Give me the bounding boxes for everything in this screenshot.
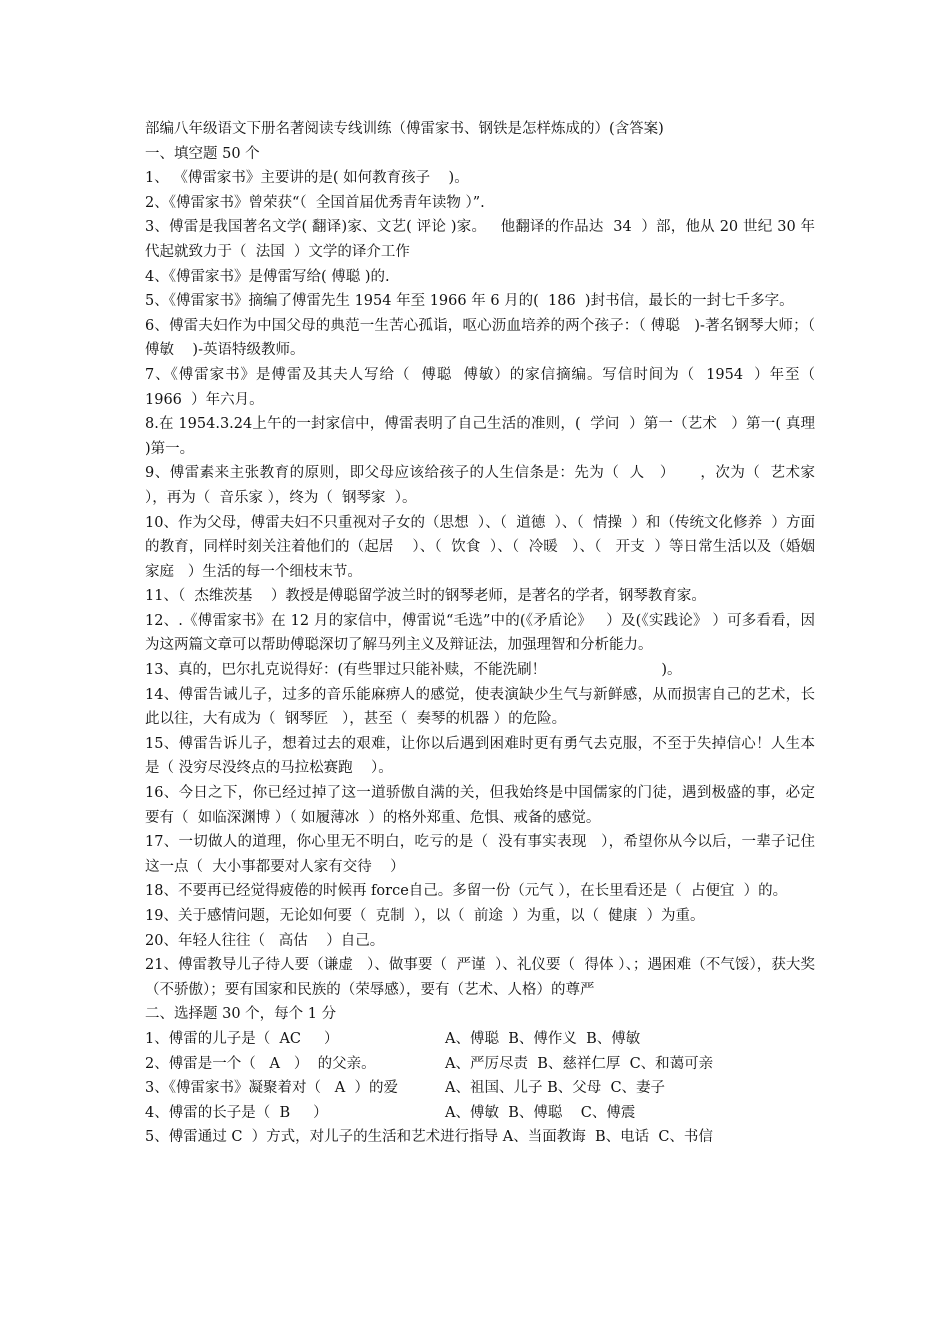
question-11: 11、（ 杰维茨基 ）教授是傅聪留学波兰时的钢琴老师，是著名的学者，钢琴教育家。 <box>145 588 706 605</box>
question-8: 8.在 1954.3.24上午的一封家信中，傅雷表明了自己生活的准则，( 学问 ）第一（艺术 ）第一( 真理 )第一。 <box>145 416 829 457</box>
choice-options: A、祖国、儿子 B、父母 C、妻子 <box>445 1080 666 1097</box>
question-3: 3、傅雷是我国著名文学( 翻译)家、文艺( 评论 )家。 他翻译的作品达 34 ）部，他从 20 世纪 30 年代起就致力于（ 法国 ）文学的译介工作 <box>145 219 815 260</box>
question-1: 1、 《傅雷家书》主要讲的是( 如何教育孩子 )。 <box>145 170 469 187</box>
question-4: 4、《傅雷家书》是傅雷写给( 傅聪 )的. <box>145 268 390 285</box>
question-5: 5、《傅雷家书》摘编了傅雷先生 1954 年至 1966 年 6 月的( 186 )封书信，最长的一封七千多字。 <box>145 293 794 310</box>
question-10: 10、作为父母，傅雷夫妇不只重视对子女的（思想 ）、（ 道德 ）、（ 情操 ）和（传统文化修养 ）方面的教育，同样时刻关注着他们的（起居 ）、（ 饮食 ）、（ 冷暖 ）、（ 开支 ）等日常生活以及（婚姻家庭 ）生活的每一个细枝末节。 <box>145 514 815 580</box>
question-7: 7、《傅雷家书》是傅雷及其夫人写给（ 傅聪 傅敏）的家信摘编。写信时间为（ 1954 ）年至（ 1966 ）年六月。 <box>145 366 829 408</box>
question-21: 21、傅雷教导儿子待人要（谦虚 ）、做事要（ 严谨 ）、礼仪要（ 得体 ）、；遇困难（不气馁），获大奖（不骄傲）；要有国家和民族的（荣辱感），要有（艺术、人格）的尊严 <box>145 957 815 998</box>
choice-question-text: 4、傅雷的长子是（ B ） <box>145 1104 328 1121</box>
question-2: 2、《傅雷家书》曾荣获“（ 全国首届优秀青年读物 ）”. <box>145 194 485 211</box>
choice-question-5: 5、傅雷通过 C ）方式，对儿子的生活和艺术进行指导 A、当面教诲 B、电话 C、书信 <box>145 1129 713 1146</box>
choice-question-4 <box>145 1101 815 1126</box>
choice-options: A、傅聪 B、傅作义 B、傅敏 <box>445 1030 641 1047</box>
choice-options: A、严厉尽责 B、慈祥仁厚 C、和蔼可亲 <box>445 1055 714 1072</box>
document-body <box>145 117 829 1150</box>
question-9: 9、傅雷素来主张教育的原则，即父母应该给孩子的人生信条是：先为（ 人 ） ，次为（ 艺术家 ），再为（ 音乐家 ），终为（ 钢琴家 ）。 <box>145 465 820 506</box>
choice-question-text: 3、《傅雷家书》凝聚着对（ A ）的爱 <box>145 1080 398 1097</box>
question-12: 12、.《傅雷家书》在 12 月的家信中，傅雷说“毛选”中的(《矛盾论》 ）及(《实践论》 ）可多看看，因为这两篇文章可以帮助傅聪深切了解马列主义及辩证法，加强理智和分析能力。 <box>145 612 815 654</box>
section-heading-multiple-choice: 二、选择题 30 个，每个 1 分 <box>145 1006 337 1023</box>
choice-question-2 <box>145 1052 815 1077</box>
question-18: 18、不要再已经觉得疲倦的时候再 force自己。多留一份（元气 ），在长里看还是（ 占便宜 ）的。 <box>145 883 788 900</box>
choice-options: A、傅敏 B、傅聪 C、傅震 <box>445 1104 636 1121</box>
choice-question-text: 1、傅雷的儿子是（ AC ） <box>145 1030 339 1047</box>
question-13: 13、真的，巴尔扎克说得好：(有些罪过只能补赎，不能洗刷！ )。 <box>145 662 682 679</box>
question-16: 16、今日之下，你已经过掉了这一道骄傲自满的关，但我始终是中国儒家的门徒，遇到极盛的事，必定要有（ 如临深渊博 ）（ 如履薄冰 ）的格外郑重、危惧、戒备的感觉。 <box>145 785 815 826</box>
document-title: 部编八年级语文下册名著阅读专线训练（傅雷家书、钢铁是怎样炼成的）(含答案) <box>145 121 664 137</box>
question-14: 14、傅雷告诫儿子，过多的音乐能麻痹人的感觉，使表演缺少生气与新鲜感，从而损害自己的艺术，长此以往，大有成为（ 钢琴匠 ），甚至（ 奏琴的机器 ）的危险。 <box>145 686 815 728</box>
choice-question-1 <box>145 1027 815 1052</box>
question-19: 19、关于感情问题，无论如何要（ 克制 ），以（ 前途 ）为重，以（ 健康 ）为重。 <box>145 908 705 924</box>
choice-question-3 <box>145 1076 815 1101</box>
section-heading-fill-in: 一、填空题 50 个 <box>145 145 260 162</box>
question-17: 17、一切做人的道理，你心里无不明白，吃亏的是（ 没有事实表现 ），希望你从今以后，一辈子记住这一点（ 大小事都要对人家有交待 ） <box>145 834 815 875</box>
choice-question-text: 2、傅雷是一个（ A ） 的父亲。 <box>145 1055 376 1072</box>
question-6: 6、傅雷夫妇作为中国父母的典范一生苦心孤诣，呕心沥血培养的两个孩子：（ 傅聪 )-著名钢琴大师；（ 傅敏 )-英语特级教师。 <box>145 317 829 359</box>
question-15: 15、傅雷告诉儿子，想着过去的艰难，让你以后遇到困难时更有勇气去克服，不至于失掉信心！人生本是（ 没穷尽没终点的马拉松赛跑 ）。 <box>145 735 815 777</box>
question-20: 20、年轻人往往（ 高估 ）自己。 <box>145 932 385 949</box>
